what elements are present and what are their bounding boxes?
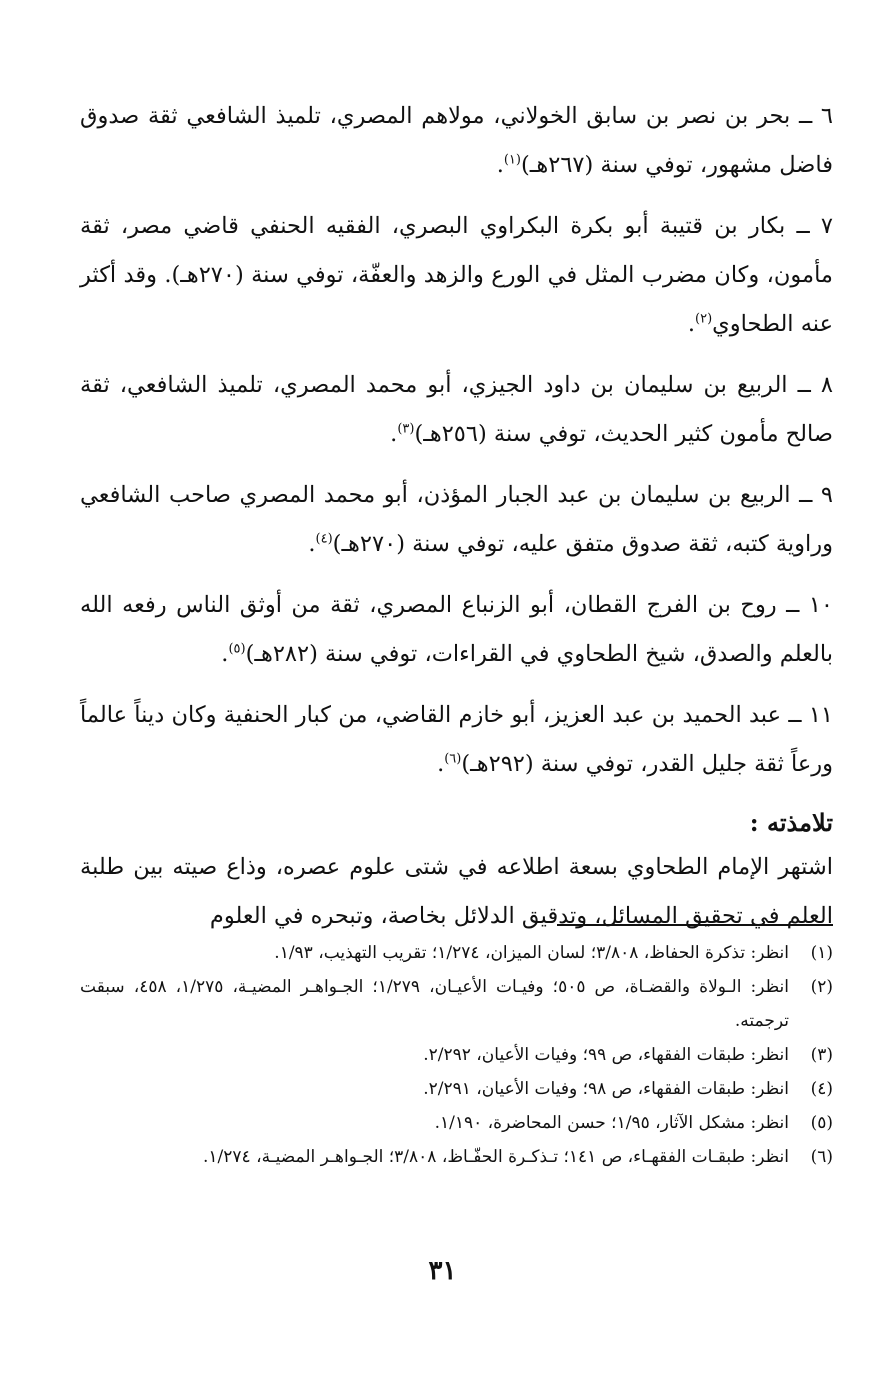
footnote-2 [80, 970, 833, 1038]
footnote-ref: (٥) [228, 641, 246, 657]
footnote-1 [80, 936, 833, 970]
entry-number: ٦ ــ [798, 103, 833, 129]
footnote-text: انظر: طبقات الفقهاء، ص ٩٩؛ وفيات الأعيان، ٢/٢٩٢. [423, 1045, 789, 1065]
footnote-number: (٤) [810, 1079, 833, 1099]
footnote-3 [80, 1038, 833, 1072]
entry-text: الربيع بن سليمان بن داود الجيزي، أبو محمد المصري، تلميذ الشافعي، ثقة صالح مأمون كثير الحديث، توفي سنة (٢٥٦هـ) [80, 372, 833, 447]
footnote-4 [80, 1072, 833, 1106]
footnote-text: انظر: مشكل الآثار، ١/٩٥؛ حسن المحاضرة، ١/١٩٠. [434, 1113, 789, 1133]
section-heading: تلامذته : [749, 808, 833, 837]
section-paragraph: اشتهر الإمام الطحاوي بسعة اطلاعه في شتى علوم عصره، وذاع صيته بين طلبة العلم في تحقيق المسائل، وتدقيق الدلائل بخاصة، وتبحره في العلوم [80, 854, 833, 929]
entry-text: بكار بن قتيبة أبو بكرة البكراوي البصري، الفقيه الحنفي قاضي مصر، ثقة مأمون، وكان مضرب المثل في الورع والزهد والعفّة، توفي سنة (٢٧٠هـ). وقد أكثر عنه الطحاوي [80, 213, 833, 337]
footnote-ref: (٤) [315, 531, 333, 547]
footnote-text: انظر: طبقـات الفقهـاء، ص ١٤١؛ تـذكـرة الحفّـاظ، ٣/٨٠٨؛ الجـواهـر المضيـة، ١/٢٧٤. [203, 1147, 789, 1167]
entry-6: ٦ ــ بحر بن نصر بن سابق الخولاني، مولاهم المصري، تلميذ الشافعي ثقة صدوق فاضل مشهور، توفي سنة (٢٦٧هـ)$^{(١)}$. [80, 103, 833, 178]
footnote-number: (٣) [810, 1045, 833, 1065]
footnote-ref: (٣) [397, 421, 415, 437]
entry-number: ٧ ــ [796, 213, 833, 239]
footnote-ref: (٦) [444, 751, 462, 767]
entry-text: روح بن الفرج القطان، أبو الزنباع المصري، ثقة من أوثق الناس رفعه الله بالعلم والصدق، شيخ الطحاوي في القراءات، توفي سنة (٢٨٢هـ) [80, 592, 833, 667]
main-text [80, 92, 833, 941]
entry-9: ٩ ــ الربيع بن سليمان بن عبد الجبار المؤذن، أبو محمد المصري صاحب الشافعي وراوية كتبه، ثقة صدوق متفق عليه، توفي سنة (٢٧٠هـ)$^{(٤)}$. [80, 482, 833, 557]
entry-7: ٧ ــ بكار بن قتيبة أبو بكرة البكراوي البصري، الفقيه الحنفي قاضي مصر، ثقة مأمون، وكان مضرب المثل في الورع والزهد والعفّة، توفي سنة (٢٧٠هـ). وقد أكثر عنه الطحاوي$^{(٢)}$. [80, 213, 833, 337]
footnote-number: (١) [810, 943, 833, 963]
footnotes [80, 936, 833, 1174]
footnote-number: (٢) [810, 977, 833, 997]
footnote-text: انظر: تذكرة الحفاظ، ٣/٨٠٨؛ لسان الميزان، ١/٢٧٤؛ تقريب التهذيب، ١/٩٣. [274, 943, 789, 963]
entry-8: ٨ ــ الربيع بن سليمان بن داود الجيزي، أبو محمد المصري، تلميذ الشافعي، ثقة صالح مأمون كثير الحديث، توفي سنة (٢٥٦هـ)$^{(٣)}$. [80, 372, 833, 447]
footnote-6 [80, 1140, 833, 1174]
footnote-ref: (١) [503, 152, 521, 168]
entry-10: ١٠ ــ روح بن الفرج القطان، أبو الزنباع المصري، ثقة من أوثق الناس رفعه الله بالعلم والصدق، شيخ الطحاوي في القراءات، توفي سنة (٢٨٢هـ)$^{(٥)}$. [80, 592, 834, 667]
footnote-5 [80, 1106, 833, 1140]
entry-number: ١١ ــ [788, 702, 834, 728]
footnote-ref: (٢) [695, 311, 713, 327]
footnote-number: (٥) [810, 1113, 833, 1133]
entry-number: ١٠ ــ [786, 592, 834, 618]
footnote-divider [557, 924, 833, 926]
entry-text: عبد الحميد بن عبد العزيز، أبو خازم القاضي، من كبار الحنفية وكان ديناً عالماً ورعاً ثقة جليل القدر، توفي سنة (٢٩٢هـ) [80, 702, 833, 777]
page-number: ٣١ [428, 1256, 457, 1286]
footnote-text: انظر: الـولاة والقضـاة، ص ٥٠٥؛ وفيـات الأعيـان، ١/٢٧٩؛ الجـواهـر المضيـة، ١/٢٧٥، ٤٥٨، سبقت ترجمته. [80, 977, 789, 1031]
entry-11: ١١ ــ عبد الحميد بن عبد العزيز، أبو خازم القاضي، من كبار الحنفية وكان ديناً عالماً ورعاً ثقة جليل القدر، توفي سنة (٢٩٢هـ)$^{(٦)}$. [80, 702, 834, 777]
entry-number: ٨ ــ [797, 372, 833, 398]
entry-text: الربيع بن سليمان بن عبد الجبار المؤذن، أبو محمد المصري صاحب الشافعي وراوية كتبه، ثقة صدوق متفق عليه، توفي سنة (٢٧٠هـ) [80, 482, 833, 557]
footnote-text: انظر: طبقات الفقهاء، ص ٩٨؛ وفيات الأعيان، ٢/٢٩١. [423, 1079, 789, 1099]
footnote-number: (٦) [810, 1147, 833, 1167]
entry-number: ٩ ــ [799, 482, 833, 508]
entry-text: بحر بن نصر بن سابق الخولاني، مولاهم المصري، تلميذ الشافعي ثقة صدوق فاضل مشهور، توفي سنة (٢٦٧هـ) [80, 103, 833, 178]
